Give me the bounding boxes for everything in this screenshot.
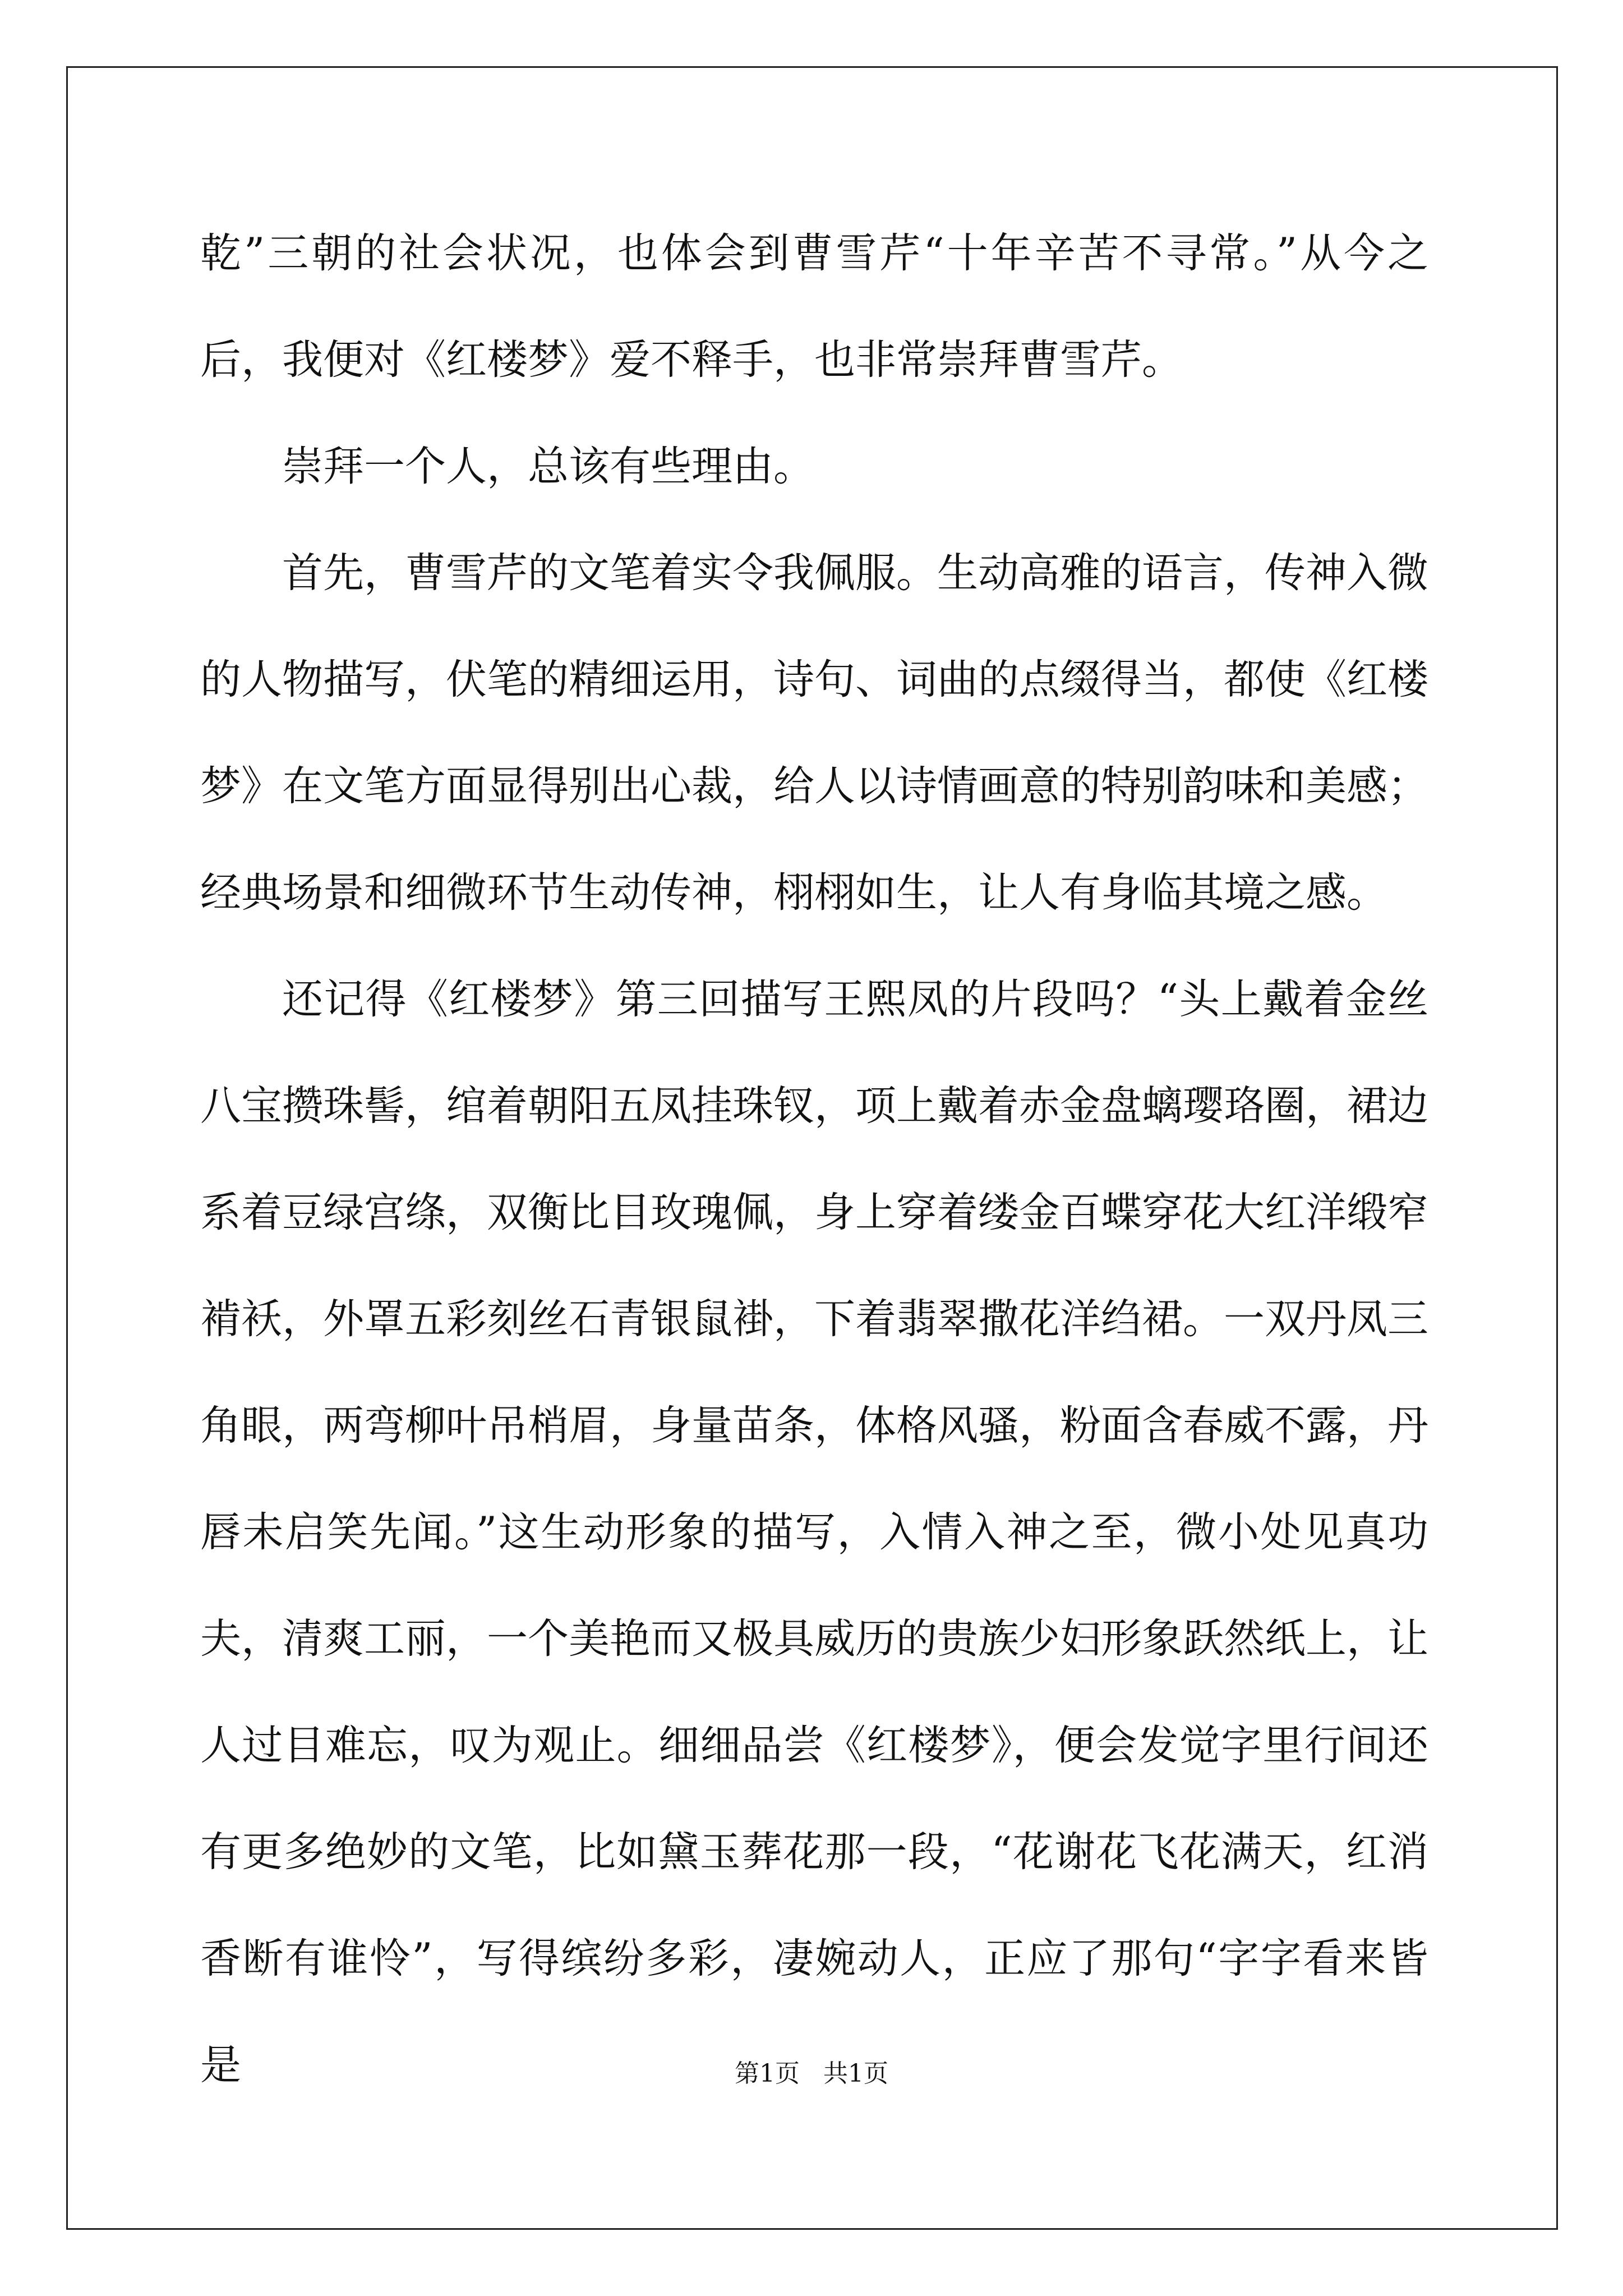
- paragraph-1: 乾”三朝的社会状况，也体会到曹雪芹“十年辛苦不寻常。”从今之后，我便对《红楼梦》爱不释手，也非常崇拜曹雪芹。: [200, 229, 1428, 384]
- document-body: [200, 200, 1428, 2119]
- page-footer: 第1页 共1页: [735, 2059, 888, 2088]
- paragraph-4: 还记得《红楼梦》第三回描写王熙凤的片段吗？“头上戴着金丝八宝攒珠髻，绾着朝阳五凤挂珠钗，项上戴着赤金盘螭璎珞圈，裙边系着豆绿宫绦，双衡比目玫瑰佩，身上穿着缕金百蝶穿花大红洋缎窄褃袄，外罩五彩刻丝石青银鼠褂，下着翡翠撒花洋绉裙。一双丹凤三角眼，两弯柳叶吊梢眉，身量苗条，体格风骚，粉面含春威不露，丹唇未启笑先闻。”这生动形象的描写，入情入神之至，微小处见真功夫，清爽工丽，一个美艳而又极具威历的贵族少妇形象跃然纸上，让人过目难忘，叹为观止。细细品尝《红楼梦》，便会发觉字里行间还有更多绝妙的文笔，比如黛玉葬花那一段，“花谢花飞花满天，红消香断有谁怜”，写得缤纷多彩，凄婉动人，正应了那句“字字看来皆是: [200, 976, 1428, 2089]
- paragraph-3: 首先，曹雪芹的文笔着实令我佩服。生动高雅的语言，传神入微的人物描写，伏笔的精细运用，诗句、词曲的点缀得当，都使《红楼梦》在文笔方面显得别出心裁，给人以诗情画意的特别韵味和美感；经典场景和细微环节生动传神，栩栩如生，让人有身临其境之感。: [200, 549, 1428, 917]
- paragraph-2: 崇拜一个人，总该有些理由。: [282, 443, 814, 490]
